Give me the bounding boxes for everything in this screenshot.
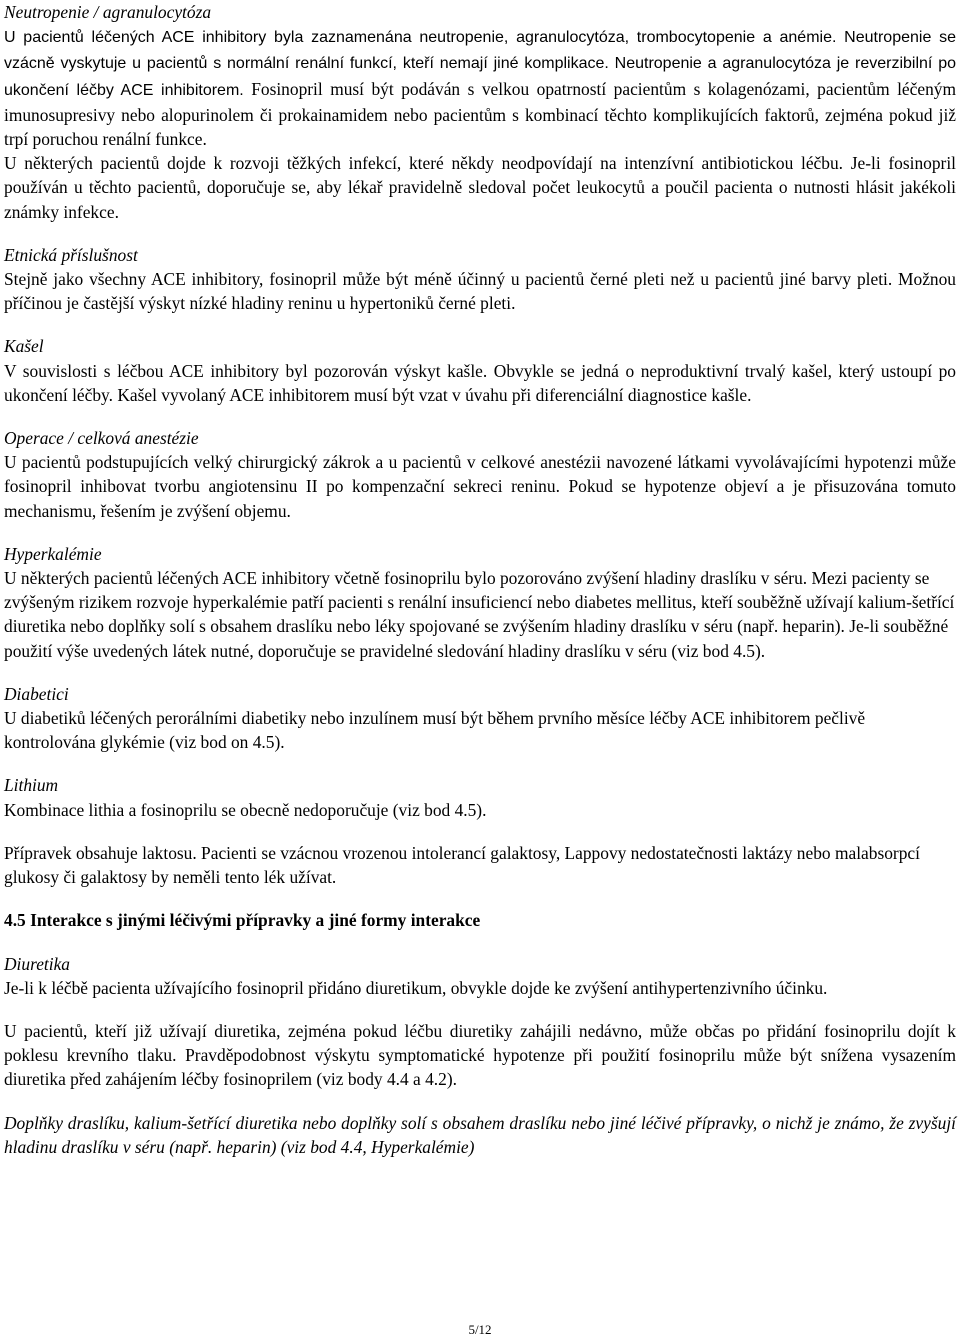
heading-operace: Operace / celková anestézie: [4, 428, 199, 449]
heading-etnicka: Etnická příslušnost: [4, 244, 138, 265]
paragraph-kasel: V souvislosti s léčbou ACE inhibitory byl pozorován výskyt kašle. Obvykle se jedná o neproduktivní trvalý kašel, který ustoupí po ukončení léčby. Kašel vyvolaný ACE inhibitorem musí být vzat v úvahu při diferenciální diagnostice kašle.: [4, 360, 956, 405]
heading-diuretika: Diuretika: [4, 953, 71, 974]
section-diuretika-b: [4, 1019, 956, 1092]
paragraph-neutropenie: [4, 24, 956, 151]
section-etnicka: [4, 243, 956, 316]
paragraph-diuretika-a: Je-li k léčbě pacienta užívajícího fosinopril přidáno diuretikum, obvykle dojde ke zvýšení antihypertenzivního účinku.: [4, 977, 828, 998]
paragraph-doplnky: Doplňky draslíku, kalium-šetřící diuretika nebo doplňky solí s obsahem draslíku nebo jiné léčivé přípravky, o nichž je známo, že zvyšují hladinu draslíku v séru (např. heparin) (viz bod 4.4, Hyperkalémie): [4, 1112, 956, 1157]
page-number: 5/12: [468, 1322, 492, 1337]
heading-neutropenie: Neutropenie / agranulocytóza: [4, 2, 212, 22]
heading-lithium: Lithium: [4, 775, 59, 796]
section-neutropenie: [4, 0, 956, 224]
paragraph-operace: U pacientů podstupujících velký chirurgický zákrok a u pacientů v celkové anestézii navozené látkami vyvolávajícími hypotenzi může fosinopril inhibovat tvorbu angiotensinu II po kompenzační sekreci reninu. Pokud se hypotenze objeví a je přisuzována tomuto mechanismu, řešením je zvýšení objemu.: [4, 452, 956, 521]
paragraph-diuretika-b: U pacientů, kteří již užívají diuretika, zejména pokud léčbu diuretiky zahájili nedávno, může občas po přidání fosinoprilu dojít k poklesu krevního tlaku. Pravděpodobnost výskytu symptomatické hypotenze při použití fosinoprilu může být snížena vysazením diuretika před zahájením léčby fosinoprilem (viz body 4.4 a 4.2).: [4, 1020, 956, 1090]
heading-hyperkalemie: Hyperkalémie: [4, 543, 102, 564]
section-operace: [4, 426, 956, 523]
paragraph-lithium: Kombinace lithia a fosinoprilu se obecně nedoporučuje (viz bod 4.5).: [4, 799, 487, 820]
section-doplnky: [4, 1111, 956, 1159]
section-diabetici: [4, 682, 956, 755]
section-hyperkalemie: [4, 542, 956, 663]
section-lithium: [4, 773, 956, 821]
text-neutropenie-b: Fosinopril musí být podáván s velkou opatrností pacientům s kolagenózami, pacientům léčeným imunosupresivy nebo alopurinolem či prokainamidem nebo pacientům s kombinací těchto komplikujících faktorů, zejména pokud již trpí poruchou renální funkce.: [4, 78, 956, 150]
text-neutropenie-a: U pacientů léčených ACE inhibitory byla zaznamenána neutropenie, agranulocytóza, trombocytopenie a anémie. Neutropenie se vzácně vyskytuje u pacientů s normální renální funkcí, kteří nemají jiné komplikace. Neutropenie a agranulocytóza je reverzibilní po ukončení léčby ACE inhibitorem.: [4, 29, 956, 99]
section-title-interakce: 4.5 Interakce s jinými léčivými přípravky a jiné formy interakce: [4, 910, 481, 931]
heading-diabetici: Diabetici: [4, 683, 69, 704]
section-laktoza: [4, 841, 956, 889]
heading-kasel: Kašel: [4, 336, 44, 357]
document-page: [4, 0, 956, 1178]
paragraph-hyperkalemie: U některých pacientů léčených ACE inhibitory včetně fosinoprilu bylo pozorováno zvýšení hladiny draslíku v séru. Mezi pacienty se zvýšeným rizikem rozvoje hyperkalémie patří pacienti s renální insuficiencí nebo diabetes mellitus, kteří souběžně užívají kalium-šetřící diuretika nebo doplňky solí s obsahem draslíku nebo léky spojované se zvýšením hladiny draslíku v séru (např. heparin). Je-li souběžné použití výše uvedených látek nutné, doporučuje se pravidelné sledování hladiny draslíku v séru (viz bod 4.5).: [4, 568, 955, 661]
paragraph-laktoza: Přípravek obsahuje laktosu. Pacienti se vzácnou vrozenou intolerancí galaktosy, Lappovy nedostatečnosti laktázy nebo malabsorpcí glukosy či galaktosy by neměli tento lék užívat.: [4, 842, 920, 888]
section-diuretika: [4, 952, 956, 1000]
section-kasel: [4, 334, 956, 407]
paragraph-neutropenie-infekce: U některých pacientů dojde k rozvoji těžkých infekcí, které někdy neodpovídají na intenzívní antibiotickou léčbu. Je-li fosinopril používán u těchto pacientů, doporučuje se, aby lékař pravidelně sledoval počet leukocytů a poučil pacienta o nutnosti hlásit jakékoli známky infekce.: [4, 153, 956, 222]
paragraph-etnicka: Stejně jako všechny ACE inhibitory, fosinopril může být méně účinný u pacientů černé pleti než u pacientů jiné barvy pleti. Možnou příčinou je častější výskyt nízké hladiny reninu u hypertoniků černé pleti.: [4, 269, 956, 314]
paragraph-diabetici: U diabetiků léčených perorálními diabetiky nebo inzulínem musí být během prvního měsíce léčby ACE inhibitorem pečlivě kontrolována glykémie (viz bod on 4.5).: [4, 708, 866, 753]
